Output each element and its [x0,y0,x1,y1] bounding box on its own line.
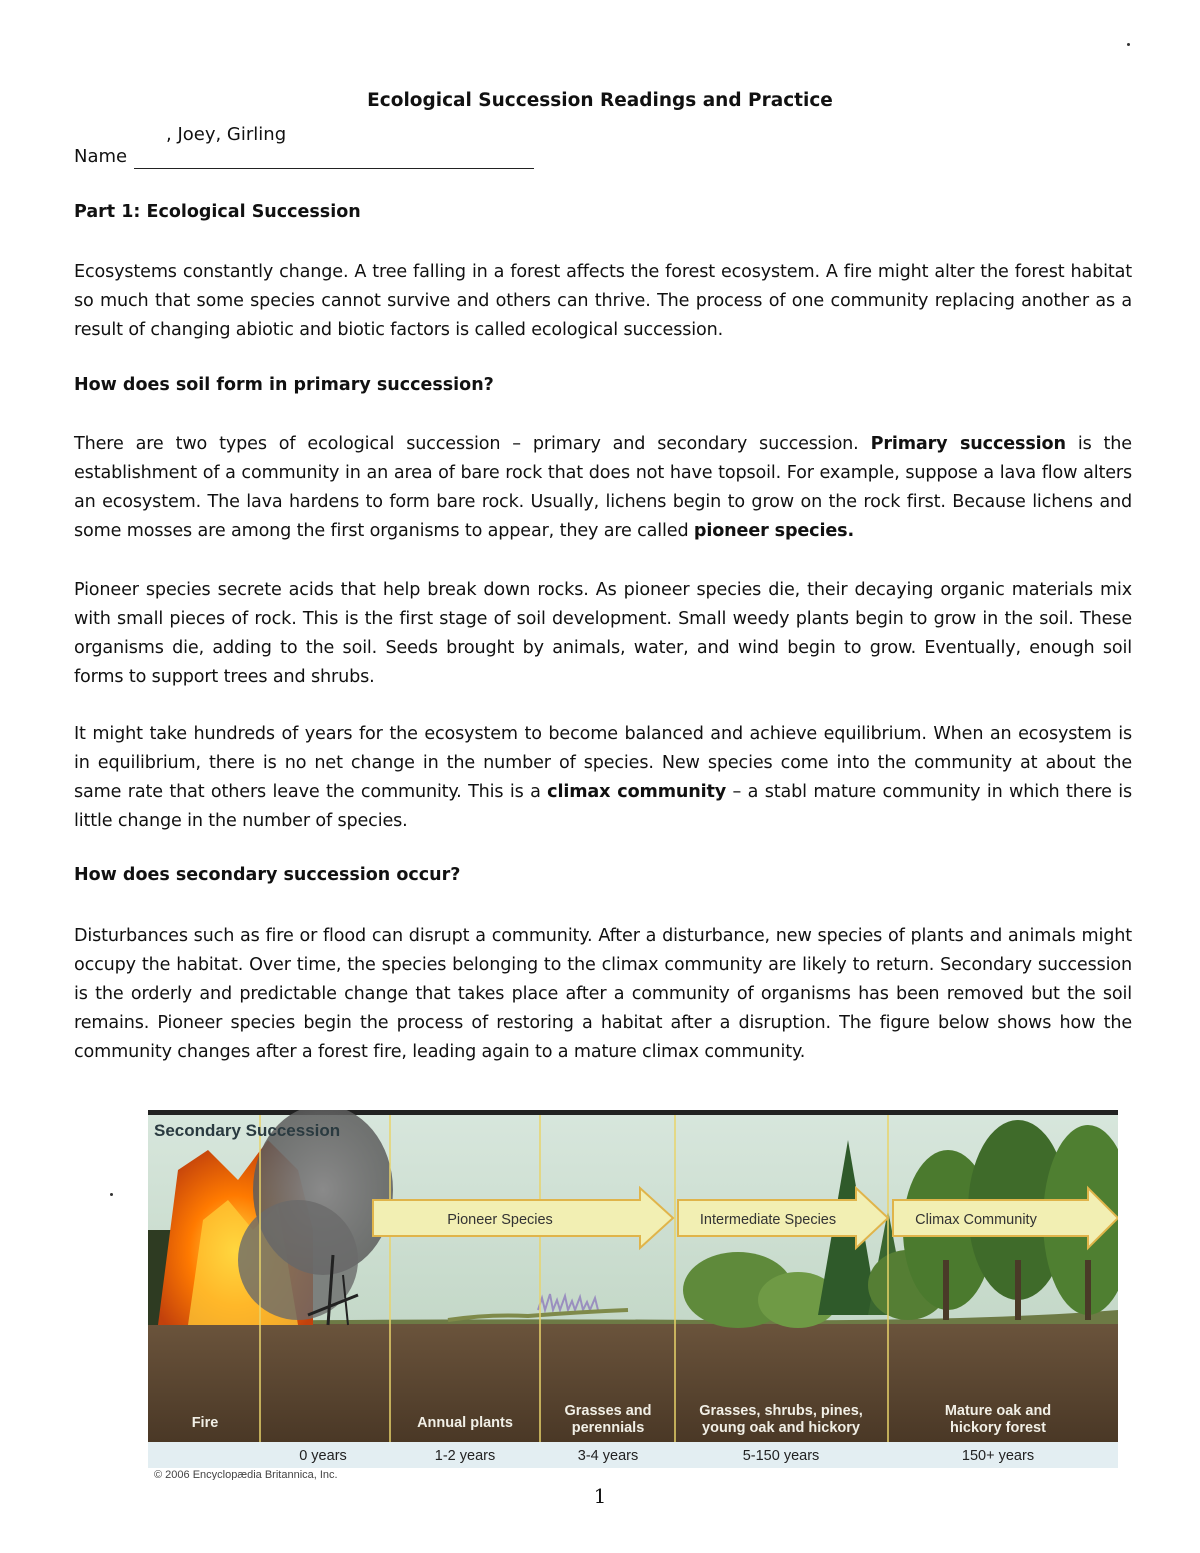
arrow-label-climax: Climax Community [915,1212,1037,1228]
name-underline [134,168,534,169]
document-title: Ecological Succession Readings and Practice [367,90,833,111]
stage-label-fire: Fire [191,1415,219,1431]
stage-label-annual: Annual plants [417,1415,513,1431]
page-number: 1 [593,1484,607,1508]
timeline-5-150-years: 5-150 years [742,1448,820,1464]
name-line [74,124,544,172]
succession-illustration [148,1110,1118,1480]
stage-label-grasses-2: perennials [571,1420,645,1436]
paragraph-primary-succession: There are two types of ecological succession – primary and secondary succession. Primary succession is the establishment of a community in an area of bare rock that does not have topsoil. For example, suppose a lava flow alters an ecosystem. The lava hardens to form bare rock. Usually, lichens begin to grow on the rock first. Because lichens and some mosses are among the first organisms to appear, they are called pioneer species. [74,434,1132,541]
arrow-label-pioneer: Pioneer Species [447,1212,553,1228]
stage-label-grasses-1: Grasses and [564,1403,652,1419]
paragraph-pioneer-species: Pioneer species secrete acids that help break down rocks. As pioneer species die, their decaying organic materials mix with small pieces of rock. This is the first stage of soil development. Small weedy plants begin to grow in the soil. These organisms die, adding to the soil. Seeds brought by animals, water, and wind begin to grow. Eventually, enough soil forms to support trees and shrubs. [74,580,1132,687]
question-heading-secondary: How does secondary succession occur? [74,865,461,885]
part1-heading: Part 1: Ecological Succession [74,202,361,222]
stage-label-shrubs-2: young oak and hickory [702,1420,860,1436]
paragraph-climax-community: It might take hundreds of years for the ecosystem to become balanced and achieve equilibrium. When an ecosystem is in equilibrium, there is no net change in the number of species. New species come into the community at about the same rate that others leave the community. This is a climax community – a stabl mature community in which there is little change in the number of species. [74,724,1132,831]
timeline-0-years: 0 years [299,1448,347,1464]
stage-label-mature-2: hickory forest [950,1420,1046,1436]
name-value: , Joey, Girling [166,124,287,145]
paragraph-intro: Ecosystems constantly change. A tree falling in a forest affects the forest ecosystem. A fire might alter the forest habitat so much that some species cannot survive and others can thrive. The process of one community replacing another as a result of changing abiotic and biotic factors is called ecological succession. [74,262,1132,340]
scan-speck [1127,43,1130,46]
figure-title: Secondary Succession [154,1121,341,1140]
stage-label-mature-1: Mature oak and [944,1403,1052,1419]
stage-label-shrubs-1: Grasses, shrubs, pines, [699,1403,863,1419]
scan-speck [110,1193,113,1196]
secondary-succession-figure [148,1110,1118,1480]
timeline-3-4-years: 3-4 years [577,1448,639,1464]
timeline-150-plus-years: 150+ years [961,1448,1035,1464]
figure-copyright: © 2006 Encyclopædia Britannica, Inc. [154,1469,338,1480]
name-label: Name [74,146,128,167]
arrow-label-intermediate: Intermediate Species [699,1212,837,1228]
question-heading-primary: How does soil form in primary succession? [74,375,494,395]
paragraph-secondary-succession: Disturbances such as fire or flood can disrupt a community. After a disturbance, new species of plants and animals might occupy the habitat. Over time, the species belonging to the climax community are likely to return. Secondary succession is the orderly and predictable change that takes place after a community of organisms has been removed but the soil remains. Pioneer species begin the process of restoring a habitat after a disruption. The figure below shows how the community changes after a forest fire, leading again to a mature climax community. [74,926,1132,1062]
timeline-1-2-years: 1-2 years [434,1448,496,1464]
